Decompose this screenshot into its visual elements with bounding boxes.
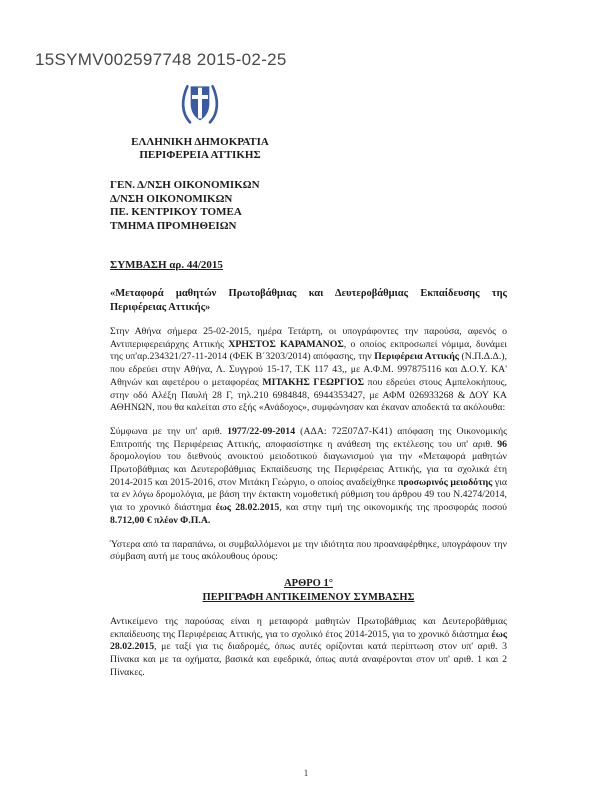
dept-line-3: ΠΕ. ΚΕΝΤΡΙΚΟΥ ΤΟΜΕΑ — [110, 206, 242, 218]
document-registry-id: 15SYMV002597748 2015-02-25 — [35, 50, 287, 69]
contract-number-heading: ΣΥΜΒΑΣΗ αρ. 44/2015 — [110, 259, 223, 271]
paragraph-subject: Αντικείμενο της παρούσας είναι η μεταφορά μαθητών Πρωτοβάθμιας και Δευτεροβάθμιας εκπαίδευσης της Περιφέρειας Αττικής, για το σχολικό έτος 2014-2015, για το χρονικό διάστημα έως 28.02.2015, με ταξί για τις διαδρομές, όπως αυτές ορίζονται κατά περίπτωση στον υπ' αριθ. 3 Πίνακα και με τα οχήματα, βασικά και εφεδρικά, όπως αυτά αναφέρονται στον υπ' αριθ. 1 και 2 Πίνακες. — [110, 615, 507, 678]
paragraph-signing-clause: Ύστερα από τα παραπάνω, οι συμβαλλόμενοι με την ιδιότητα που προαναφέρθηκε, υπογράφουν την σύμβαση αυτή με τους ακόλουθους όρους: — [110, 538, 507, 563]
page-number: 1 — [303, 768, 309, 778]
article-heading — [110, 577, 507, 605]
dept-line-4: ΤΜΗΜΑ ΠΡΟΜΗΘΕΙΩΝ — [110, 219, 237, 232]
dept-line-1: ΓΕΝ. Δ/ΝΣΗ ΟΙΚΟΝΟΜΙΚΩΝ — [110, 179, 260, 191]
contract-title: «Μεταφορά μαθητών Πρωτοβάθμιας και Δευτεροβάθμιας Εκπαίδευσης της Περιφέρειας Αττικής» — [110, 288, 507, 313]
paragraph-award-decision: Σύμφωνα με την υπ' αριθ. 1977/22-09-2014 (ΑΔΑ: 72Ξ07Δ7-Κ41) απόφαση της Οικονομικής Επιτροπής της Περιφέρειας Αττικής, αποφασίστηκε η ανάθεση της εκτέλεσης του υπ' αριθ. 96 δρομολογίου του διεθνούς ανοικτού μειοδοτικού διαγωνισμού για την «Μεταφορά μαθητών Πρωτοβάθμιας και Δευτεροβάθμιας Εκπαίδευσης της Περιφέρειας Αττικής, για τα σχολικά έτη 2014-2015 και 2015-2016, στον Μιτάκη Γεώργιο, ο οποίος αναδείχθηκε προσωρινός μειοδότης για τα εν λόγω δρομολόγια, με βάση την έκτακτη νομοθετική ρύθμιση του άρθρου 49 του Ν.4274/2014, για το χρονικό διάστημα έως 28.02.2015, και στην τιμή της οικονομικής της προσφοράς ποσού 8.712,00 € πλέον Φ.Π.Α. — [110, 425, 508, 526]
greek-coat-of-arms-icon — [180, 82, 220, 133]
state-name: ΕΛΛΗΝΙΚΗ ΔΗΜΟΚΡΑΤΙΑ — [131, 136, 269, 148]
paragraph-parties: Στην Αθήνα σήμερα 25-02-2015, ημέρα Τετάρτη, οι υπογράφοντες την παρούσα, αφενός ο Αντιπεριφερειάρχης Αττικής ΧΡΗΣΤΟΣ ΚΑΡΑΜΑΝΟΣ, ο οποίος εκπροσωπεί νόμιμα, δυνάμει της υπ'αρ.234321/27-11-2014 (ΦΕΚ Β΄3203/2014) απόφασης, την Περιφέρεια Αττικής (Ν.Π.Δ.Δ.), που εδρεύει στην Αθήνα, Λ. Συγγρού 15-17, Τ.Κ 117 43,, με Α.Φ.Μ. 997875116 και Δ.Ο.Υ. ΚΑ' Αθηνών και αφετέρου ο μεταφορέας ΜΙΤΑΚΗΣ ΓΕΩΡΓΙΟΣ που εδρεύει στους Αμπελοκήπους, στην οδό Αλέξη Παυλή 28 Γ, τηλ.210 6984848, 6944353427, με ΑΦΜ 026933268 & ΔΟΥ ΚΑ ΑΘΗΝΩΝ, που θα καλείται στο εξής «Ανάδοχος», συμφώνησαν και έκαναν αποδεκτά τα ακόλουθα: — [110, 326, 508, 414]
department-block — [110, 179, 507, 233]
dept-line-2: Δ/ΝΣΗ ΟΙΚΟΝΟΜΙΚΩΝ — [110, 192, 233, 205]
region-name: ΠΕΡΙΦΕΡΕΙΑ ΑΤΤΙΚΗΣ — [139, 149, 261, 161]
letterhead — [110, 82, 290, 162]
article-number: ΑΡΘΡΟ 1° — [284, 577, 333, 589]
article-title: ΠΕΡΙΓΡΑΦΗ ΑΝΤΙΚΕΙΜΕΝΟΥ ΣΥΜΒΑΣΗΣ — [202, 591, 415, 603]
